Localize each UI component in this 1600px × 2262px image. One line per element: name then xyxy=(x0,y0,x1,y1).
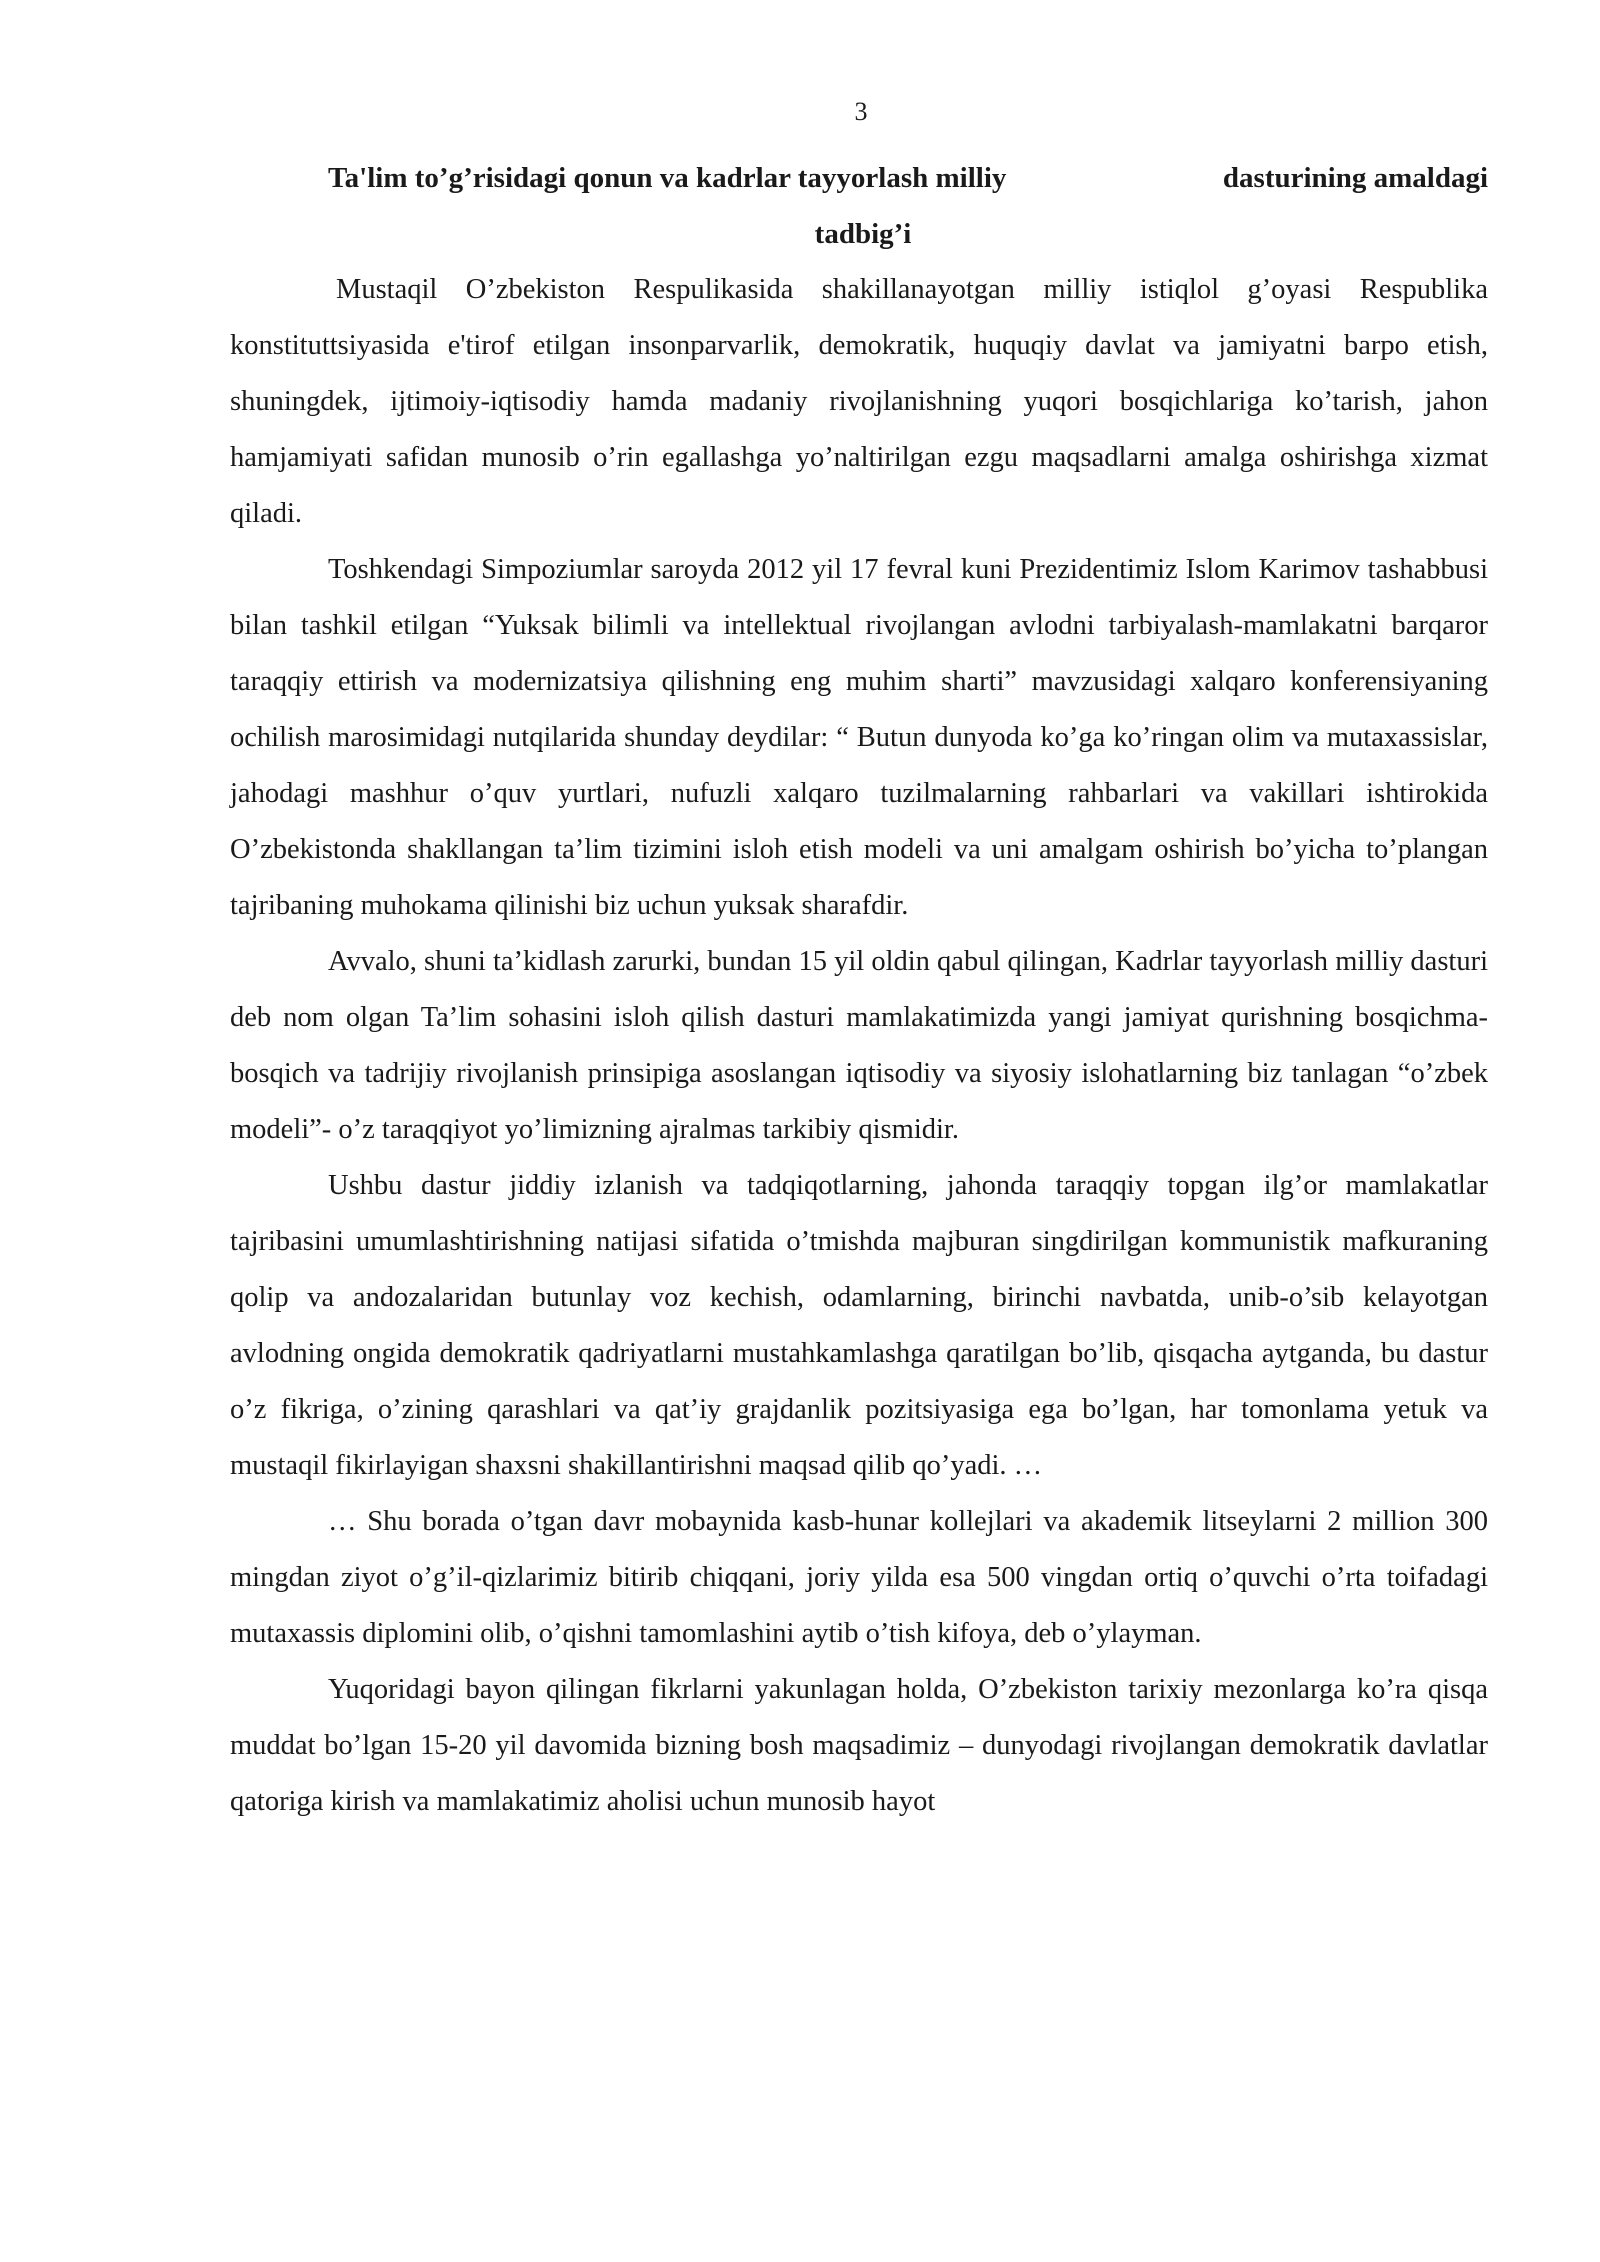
document-title xyxy=(230,150,1488,262)
paragraph: Mustaqil O’zbekiston Respulikasida shakillanayotgan milliy istiqlol g’oyasi Respublika konstituttsiyasida e'tirof etilgan insonparvarlik, demokratik, huquqiy davlat va jamiyatni barpo etish, shuningdek, ijtimoiy-iqtisodiy hamda madaniy rivojlanishning yuqori bosqichlariga ko’tarish, jahon hamjamiyati safidan munosib o’rin egallashga yo’naltirilgan ezgu maqsadlarni amalga oshirishga xizmat qiladi. xyxy=(230,274,1488,529)
title-line-1 xyxy=(230,150,1488,206)
title-left-text: Ta'lim to’g’risidagi qonun va kadrlar tayyorlash milliy xyxy=(328,162,1007,194)
paragraph: Yuqoridagi bayon qilingan fikrlarni yakunlagan holda, O’zbekiston tarixiy mezonlarga ko’ra qisqa muddat bo’lgan 15-20 yil davomida bizning bosh maqsadimiz – dunyodagi rivojlangan demokratik davlatlar qatoriga kirish va mamlakatimiz aholisi uchun munosib hayot xyxy=(230,1674,1488,1817)
title-right-text: dasturining amaldagi xyxy=(1222,162,1488,194)
title-line-2: tadbig’i xyxy=(814,218,912,250)
paragraph: Avvalo, shuni ta’kidlash zarurki, bundan 15 yil oldin qabul qilingan, Kadrlar tayyorlash milliy dasturi deb nom olgan Ta’lim sohasini isloh qilish dasturi mamlakatimizda yangi jamiyat qurishning bosqichma- bosqich va tadrijiy rivojlanish prinsipiga asoslangan iqtisodiy va siyosiy islohatlarning biz tanlagan “o’zbek modeli”- o’z taraqqiyot yo’limizning ajralmas tarkibiy qismidir. xyxy=(230,946,1488,1145)
page-number: 3 xyxy=(854,97,868,126)
paragraph: Toshkendagi Simpoziumlar saroyda 2012 yil 17 fevral kuni Prezidentimiz Islom Karimov tashabbusi bilan tashkil etilgan “Yuksak bilimli va intellektual rivojlangan avlodni tarbiyalash-mamlakatni barqaror taraqqiy ettirish va modernizatsiya qilishning eng muhim sharti” mavzusidagi xalqaro konferensiyaning ochilish marosimidagi nutqilarida shunday deydilar: “ Butun dunyoda ko’ga ko’ringan olim va mutaxassislar, jahodagi mashhur o’quv yurtlari, nufuzli xalqaro tuzilmalarning rahbarlari va vakillari ishtirokida O’zbekistonda shakllangan ta’lim tizimini isloh etish modeli va uni amalgam oshirish bo’yicha to’plangan tajribaning muhokama qilinishi biz uchun yuksak sharafdir. xyxy=(230,554,1488,921)
paragraph: … Shu borada o’tgan davr mobaynida kasb-hunar kollejlari va akademik litseylarni 2 million 300 mingdan ziyot o’g’il-qizlarimiz bitirib chiqqani, joriy yilda esa 500 vingdan ortiq o’quvchi o’rta toifadagi mutaxassis diplomini olib, o’qishni tamomlashini aytib o’tish kifoya, deb o’ylayman. xyxy=(230,1506,1488,1649)
document-body xyxy=(230,150,1488,1830)
paragraph: Ushbu dastur jiddiy izlanish va tadqiqotlarning, jahonda taraqqiy topgan ilg’or mamlakatlar tajribasini umumlashtirishning natijasi sifatida o’tmishda majburan singdirilgan kommunistik mafkuraning qolip va andozalaridan butunlay voz kechish, odamlarning, birinchi navbatda, unib-o’sib kelayotgan avlodning ongida demokratik qadriyatlarni mustahkamlashga qaratilgan bo’lib, qisqacha aytganda, bu dastur o’z fikriga, o’zining qarashlari va qat’iy grajdanlik pozitsiyasiga ega bo’lgan, har tomonlama yetuk va mustaqil fikirlayigan shaxsni shakillantirishni maqsad qilib qo’yadi. … xyxy=(230,1170,1488,1481)
